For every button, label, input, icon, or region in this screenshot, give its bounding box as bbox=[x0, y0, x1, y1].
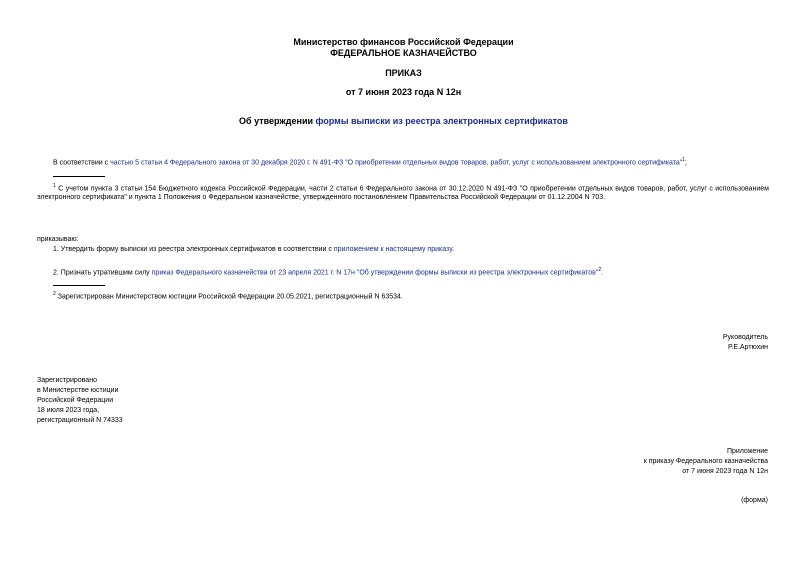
order-item-2-text: 2. Признать утратившим силу bbox=[53, 269, 152, 277]
order-item-2-suffix: . bbox=[601, 269, 604, 277]
doc-title-link[interactable]: формы выписки из реестра электронных сертификатов bbox=[315, 116, 568, 126]
doc-title-prefix: Об утверждении bbox=[239, 116, 316, 126]
preamble-suffix: ; bbox=[685, 159, 687, 167]
preamble-law-link[interactable]: частью 5 статьи 4 Федерального закона от 30 декабря 2020 г. N 491-ФЗ "О приобретении отдельных видов товаров, работ, услуг с использованием электронного сертификата" bbox=[110, 159, 683, 167]
order-word: приказываю: bbox=[37, 236, 79, 243]
footnote-2-text: Зарегистрирован Министерством юстиции Российской Федерации 20.05.2021, регистрационный N 63534. bbox=[57, 293, 403, 301]
appendix-line-1: Приложение bbox=[726, 448, 768, 455]
order-item-2 bbox=[53, 266, 603, 277]
preamble-footnote-mark[interactable]: 1 bbox=[682, 157, 686, 163]
registration-line-2: в Министерстве юстиции bbox=[37, 387, 119, 394]
appendix-line-2: к приказу Федерального казначейства bbox=[643, 458, 768, 465]
preamble-prefix: В соответствии с bbox=[53, 159, 111, 167]
registration-line-5: регистрационный N 74333 bbox=[37, 417, 123, 424]
appendix-line-3: от 7 июня 2023 года N 12н bbox=[682, 468, 768, 475]
footnote-2-mark: 2 bbox=[53, 291, 56, 297]
registration-line-4: 18 июля 2023 года, bbox=[37, 407, 100, 414]
order-item-1-text: 1. Утвердить форму выписки из реестра электронных сертификатов в соответствии с bbox=[53, 246, 334, 253]
appendix-form-label: (форма) bbox=[741, 497, 768, 504]
order-item-2-link[interactable]: приказ Федерального казначейства от 23 апреля 2021 г. N 17н "Об утверждении формы выписки из реестра электронных сертификатов" bbox=[151, 269, 599, 277]
footnote-divider-1 bbox=[53, 176, 105, 177]
footnote-divider-2 bbox=[53, 285, 105, 286]
order-item-2-footnote-mark[interactable]: 2 bbox=[598, 267, 602, 273]
order-item-1-suffix: . bbox=[452, 246, 454, 253]
signature-name: Р.Е.Артюхин bbox=[728, 344, 768, 351]
doc-date-number: от 7 июня 2023 года N 12н bbox=[345, 87, 462, 97]
agency-name: ФЕДЕРАЛЬНОЕ КАЗНАЧЕЙСТВО bbox=[330, 48, 477, 58]
doc-title bbox=[0, 116, 807, 126]
footnote-2 bbox=[53, 290, 403, 301]
footnote-1-mark: 1 bbox=[53, 183, 56, 189]
preamble bbox=[53, 156, 687, 167]
ministry-name: Министерство финансов Российской Федерации bbox=[293, 37, 514, 47]
registration-line-1: Зарегистрировано bbox=[37, 377, 97, 384]
doc-type: ПРИКАЗ bbox=[385, 68, 422, 78]
footnote-1 bbox=[37, 182, 769, 202]
registration-line-3: Российской Федерации bbox=[37, 397, 114, 404]
signature-position: Руководитель bbox=[722, 334, 768, 341]
order-item-1-link[interactable]: приложением к настоящему приказу bbox=[333, 246, 452, 253]
footnote-1-text: С учетом пункта 3 статьи 154 Бюджетного кодекса Российской Федерации, части 2 статьи 6 Федерального закона от 30.12.2020 N 491-ФЗ "О приобретении отдельных видов товаров, работ, услуг с использованием электронного сертификата" и пункта 1 Положения о Федеральном казначействе, утвержденного постановлением Правительства Российской Федерации от 01.12.2004 N 703. bbox=[37, 185, 769, 202]
order-item-1 bbox=[53, 245, 454, 254]
